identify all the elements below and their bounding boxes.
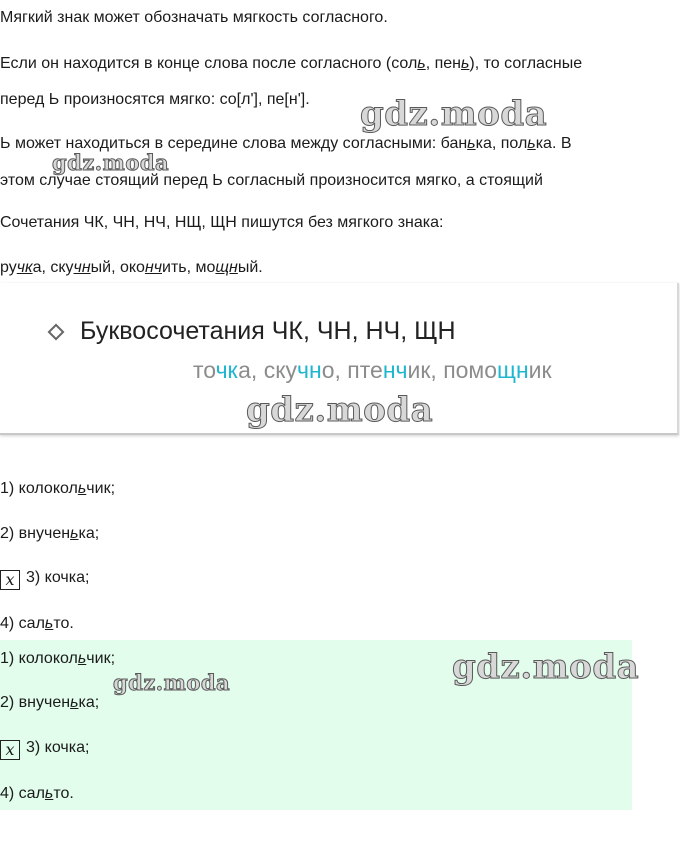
watermark: gdz.moda: [113, 670, 231, 695]
option-2: 2) внученька;: [0, 525, 100, 542]
answer-option-1: 1) колокольчик;: [0, 650, 116, 667]
option-1: 1) колокольчик;: [0, 480, 116, 497]
rule-card-heading: [50, 317, 456, 346]
watermark: gdz.moda: [360, 94, 548, 134]
answer-option-4: 4) сальто.: [0, 785, 74, 802]
text-line-7: ручка, скучный, окончить, мощный.: [0, 259, 263, 276]
watermark: gdz.moda: [52, 150, 170, 175]
watermark: gdz.moda: [246, 390, 434, 430]
text-line-6: Сочетания ЧК, ЧН, НЧ, НЩ, ЩН пишутся без мягкого знака:: [0, 214, 444, 231]
rule-card-title: Буквосочетания ЧК, ЧН, НЧ, ЩН: [80, 317, 456, 345]
checkbox-marked: x: [0, 570, 20, 590]
checkbox-marked: x: [0, 740, 20, 760]
option-3: x 3) кочка;: [0, 568, 89, 590]
text-line-2: Если он находится в конце слова после согласного (соль, пень), то согласные: [0, 55, 583, 72]
text-line-5: этом случае стоящий перед Ь согласный произносится мягко, а стоящий: [0, 172, 543, 189]
option-4: 4) сальто.: [0, 615, 74, 632]
text-line-1: Мягкий знак может обозначать мягкость согласного.: [0, 9, 388, 26]
text-line-3: перед Ь произносятся мягко: со[л'], пе[н'].: [0, 91, 310, 108]
answer-option-2: 2) внученька;: [0, 694, 100, 711]
text-line-4: Ь может находиться в середине слова между согласными: банька, полька. В: [0, 135, 572, 152]
answer-option-3: x 3) кочка;: [0, 738, 89, 760]
watermark: gdz.moda: [452, 647, 640, 687]
diamond-bullet-icon: [48, 323, 65, 340]
rule-card-example: точка, скучно, птенчик, помощник: [193, 357, 552, 383]
